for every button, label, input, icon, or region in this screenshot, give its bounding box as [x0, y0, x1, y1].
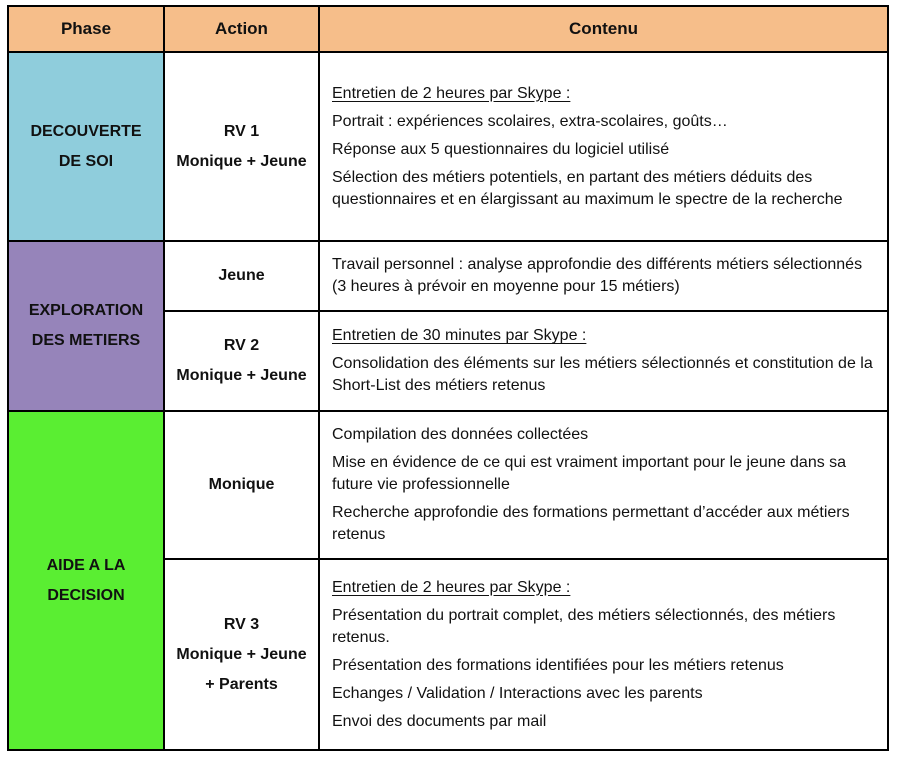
content-paragraph: Entretien de 30 minutes par Skype :	[332, 327, 587, 344]
action-cell-jeune	[164, 241, 319, 311]
phase-cell-exploration-des-metiers	[8, 241, 164, 411]
content-cell-rv2	[319, 311, 888, 411]
action-cell-rv2	[164, 311, 319, 411]
coaching-phases-table	[7, 5, 889, 751]
content-paragraph: Consolidation des éléments sur les métiers sélectionnés et constitution de la Short-List des métiers retenus	[332, 355, 873, 394]
content-paragraph: Portrait : expériences scolaires, extra-scolaires, goûts…	[332, 112, 728, 130]
header-action: Action	[164, 6, 319, 52]
content-paragraph: Compilation des données collectées	[332, 426, 589, 443]
row-jeune	[8, 241, 888, 311]
action-line: Monique	[208, 476, 275, 493]
content-paragraph: Envoi des documents par mail	[332, 712, 547, 730]
content-cell-rv3	[319, 559, 888, 750]
content-cell-jeune	[319, 241, 888, 311]
phase-cell-aide-a-la-decision	[8, 411, 164, 750]
row-rv1	[8, 52, 888, 241]
content-paragraph: Présentation des formations identifiées pour les métiers retenus	[332, 656, 784, 674]
row-monique	[8, 411, 888, 559]
header-phase: Phase	[8, 6, 164, 52]
phase-label-line: DECISION	[47, 586, 125, 604]
phase-label-line: DE SOI	[58, 152, 114, 170]
phase-label-line: EXPLORATION	[28, 302, 144, 319]
content-paragraph: Echanges / Validation / Interactions avec les parents	[332, 684, 703, 702]
content-paragraph: Entretien de 2 heures par Skype :	[332, 84, 571, 102]
action-line: RV 3	[223, 615, 260, 633]
content-paragraph: Présentation du portrait complet, des métiers sélectionnés, des métiers retenus.	[332, 606, 836, 646]
content-paragraph: Réponse aux 5 questionnaires du logiciel utilisé	[332, 140, 670, 158]
action-line: Jeune	[218, 267, 265, 284]
content-paragraph: Travail personnel : analyse approfondie des différents métiers sélectionnés (3 heures à prévoir en moyenne pour 15 métiers)	[332, 256, 863, 295]
phase-label-line: DES METIERS	[31, 332, 141, 349]
header-contenu: Contenu	[319, 6, 888, 52]
action-cell-rv3	[164, 559, 319, 750]
action-line: Monique + Jeune	[176, 367, 307, 384]
action-line: RV 2	[223, 337, 260, 354]
phase-label-line: DECOUVERTE	[30, 122, 142, 140]
header-row	[8, 6, 888, 52]
page	[7, 5, 889, 751]
action-line: RV 1	[223, 122, 260, 140]
action-cell-monique	[164, 411, 319, 559]
action-line: + Parents	[205, 675, 278, 693]
content-paragraph: Mise en évidence de ce qui est vraiment important pour le jeune dans sa future vie professionnelle	[332, 454, 847, 493]
content-paragraph: Sélection des métiers potentiels, en partant des métiers déduits des questionnaires et en élargissant au maximum le spectre de la recherche	[332, 168, 843, 208]
content-cell-rv1	[319, 52, 888, 241]
content-paragraph: Entretien de 2 heures par Skype :	[332, 578, 571, 596]
content-cell-monique	[319, 411, 888, 559]
content-paragraph: Recherche approfondie des formations permettant d’accéder aux métiers retenus	[332, 504, 850, 543]
action-line: Monique + Jeune	[176, 152, 307, 170]
action-line: Monique + Jeune	[176, 645, 307, 663]
action-cell-rv1	[164, 52, 319, 241]
phase-cell-decouverte-de-soi	[8, 52, 164, 241]
phase-label-line: AIDE A LA	[46, 556, 126, 574]
